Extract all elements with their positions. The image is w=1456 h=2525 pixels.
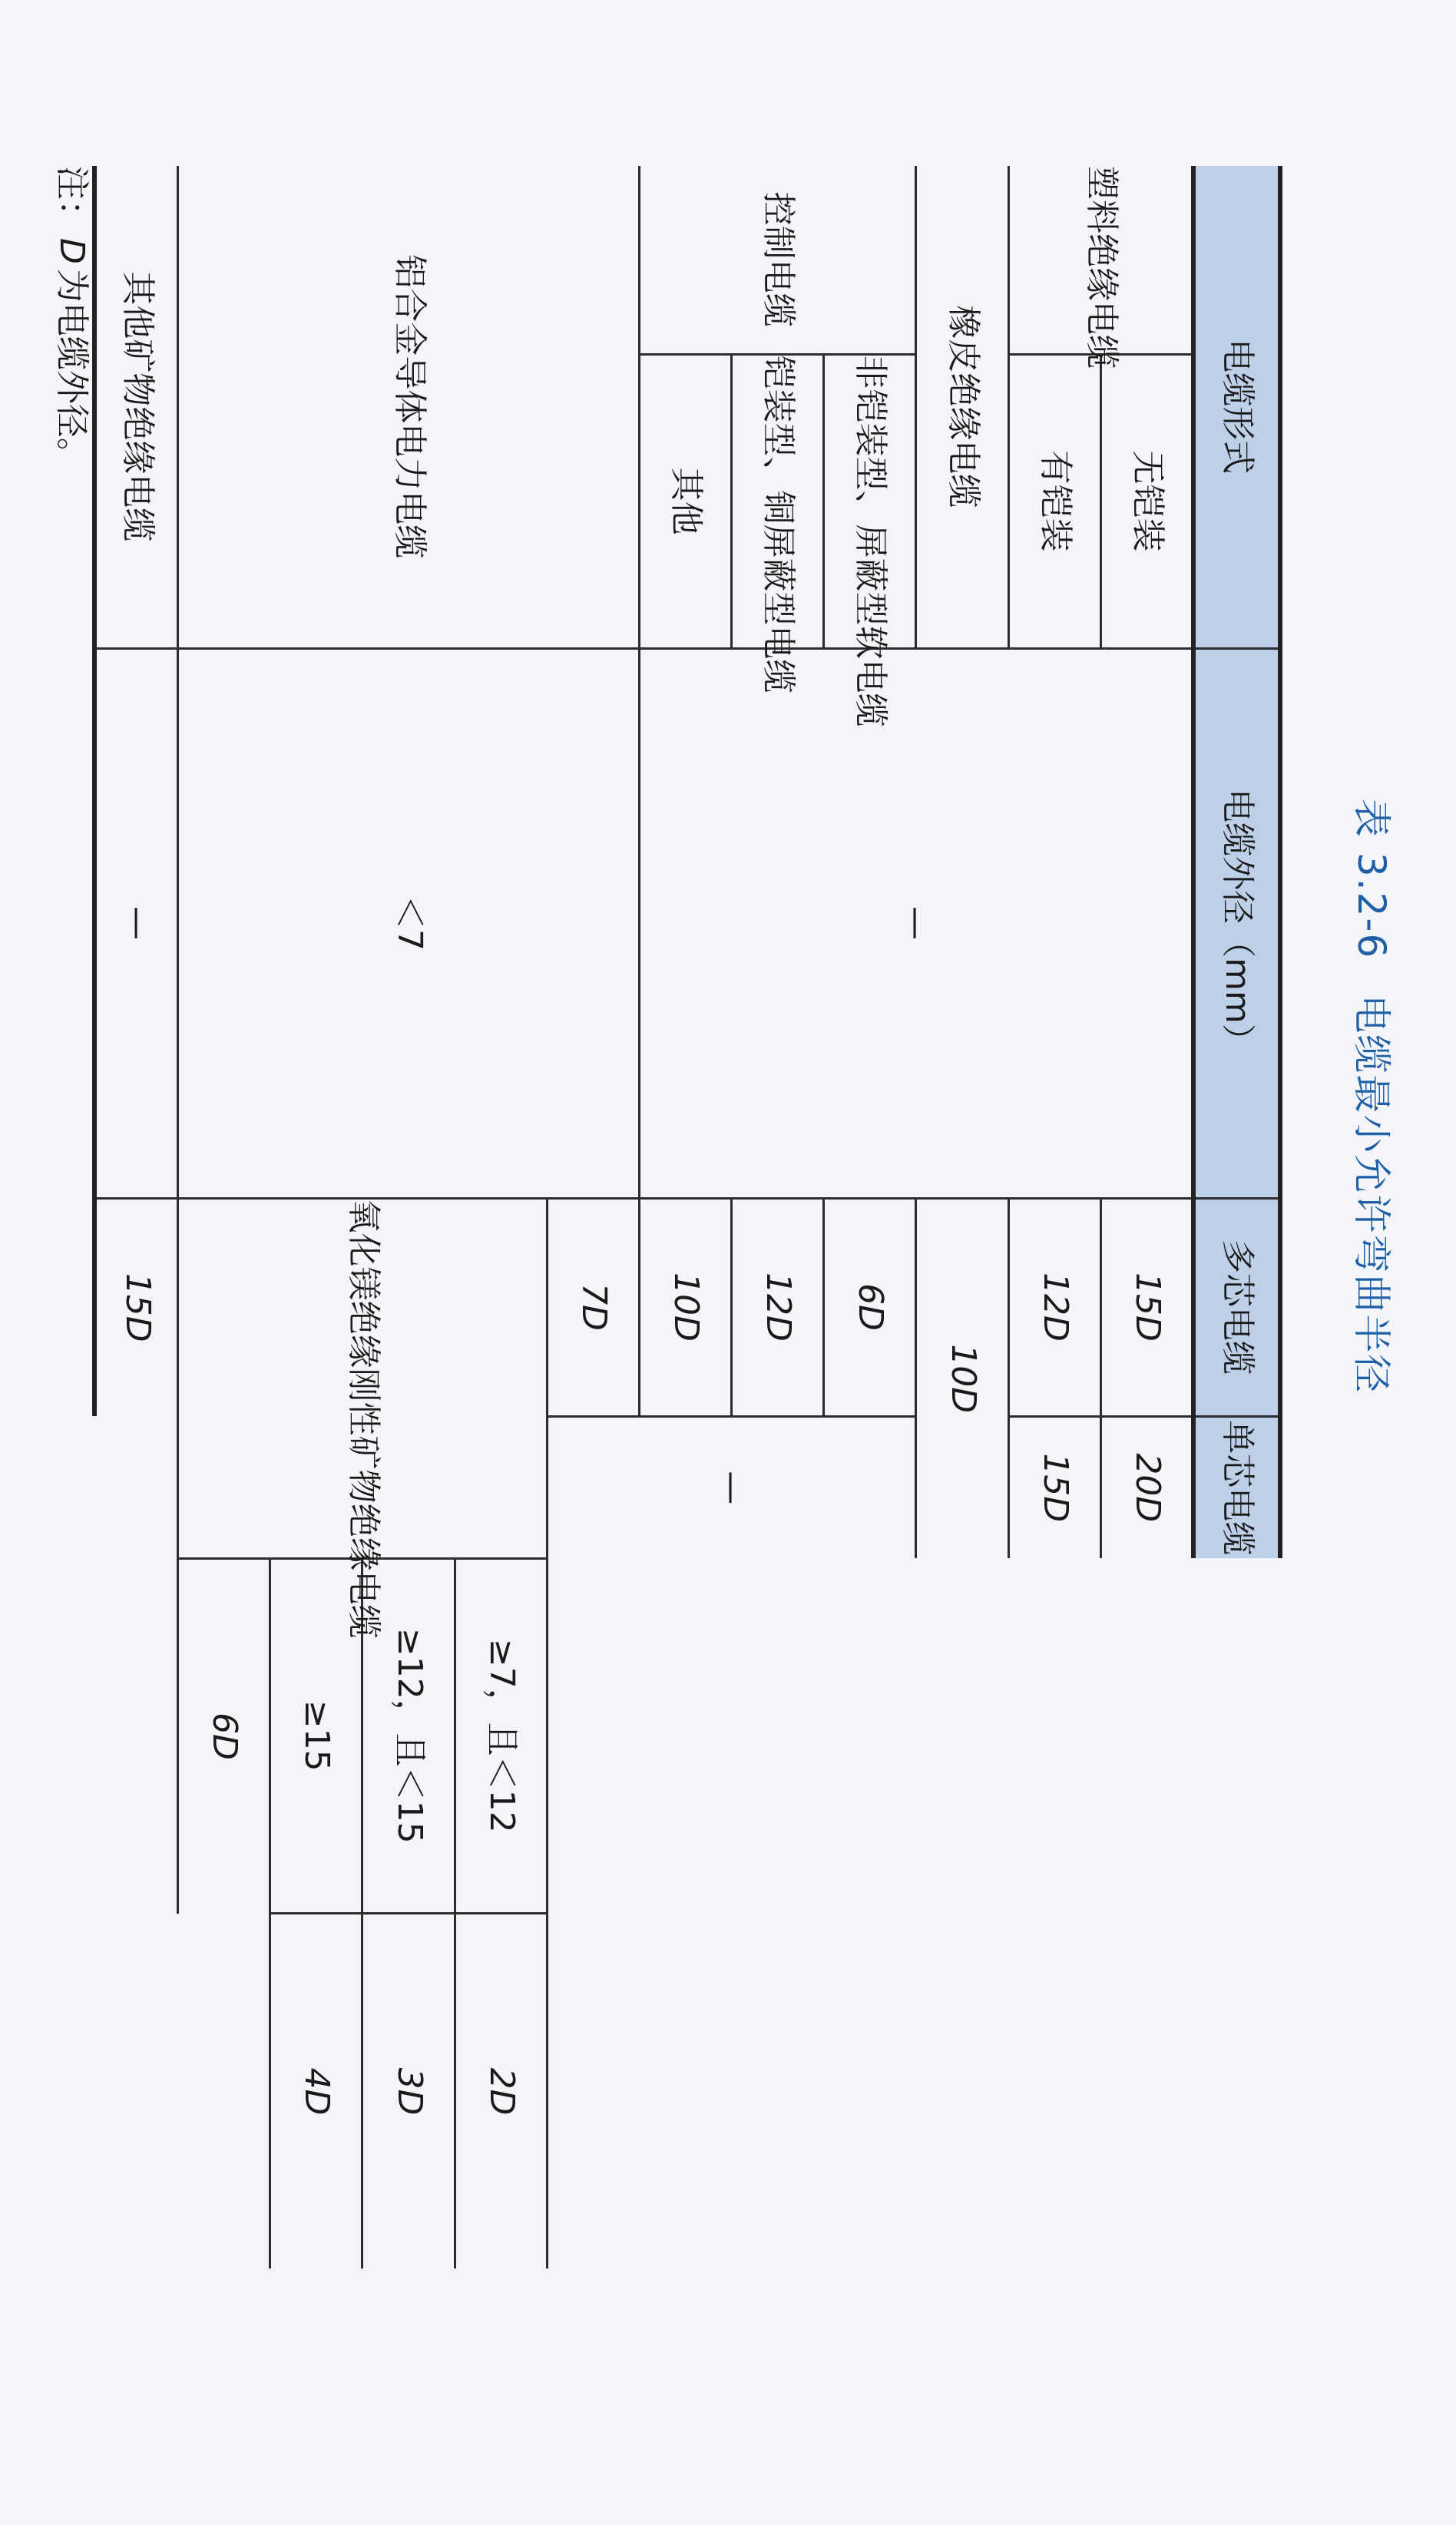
other-mineral-diameter: — [94, 648, 178, 1198]
plastic-unarmored-multi: 15D [1101, 1198, 1193, 1416]
plastic-unarmored-single: 20D [1101, 1416, 1193, 1558]
mgo-cable-label: 氧化镁绝缘刚性矿物绝缘电缆 [178, 1198, 548, 1558]
mgo-multi-2: 4D [270, 1914, 362, 2269]
table-row [916, 166, 1009, 2269]
other-mineral-multi: 15D [94, 1198, 178, 1416]
plastic-cable-label: 塑料绝缘电缆 [1009, 166, 1193, 354]
table-note [51, 166, 100, 472]
shared-single-cell: — [548, 1416, 916, 1558]
plastic-armored-multi: 12D [1009, 1198, 1101, 1416]
control-unarmored-label: 非铠装型、屏蔽型软电缆 [824, 354, 916, 648]
control-other-multi: 10D [640, 1198, 732, 1416]
table-row [94, 166, 178, 2269]
mgo-multi-0: 2D [455, 1914, 548, 2269]
control-unarmored-multi: 6D [824, 1198, 916, 1416]
rubber-cable-multi: 10D [916, 1198, 1009, 1558]
table-row [732, 166, 824, 2269]
mgo-diameter-3: ≥15 [270, 1558, 362, 1914]
note-symbol: D [52, 238, 91, 264]
control-cable-label: 控制电缆 [640, 166, 916, 354]
note-prefix: 注： [52, 166, 91, 233]
table-title [1347, 799, 1402, 1394]
plastic-armored-label: 有铠装 [1009, 354, 1101, 648]
plastic-armored-single: 15D [1009, 1416, 1101, 1558]
plastic-unarmored-label: 无铠装 [1101, 354, 1193, 648]
header-cable-type: 电缆形式 [1193, 166, 1280, 648]
header-single-core: 单芯电缆 [1193, 1416, 1280, 1558]
header-diameter: 电缆外径（mm） [1193, 648, 1280, 1198]
control-armored-label: 铠装型、铜屏蔽型电缆 [732, 354, 824, 648]
shared-diameter-cell: — [640, 648, 1193, 1198]
table-row [1009, 166, 1101, 2269]
table-row [1101, 166, 1193, 2269]
mgo-diameter-2: ≥12，且＜15 [362, 1558, 455, 1914]
bending-radius-table [92, 166, 1282, 2269]
header-row [1193, 166, 1280, 2269]
control-armored-multi: 12D [732, 1198, 824, 1416]
control-other-label: 其他 [640, 354, 732, 648]
aluminum-cable-label: 铝合金导体电力电缆 [178, 166, 640, 648]
aluminum-cable-multi: 7D [548, 1198, 640, 1416]
table-row [548, 166, 640, 2269]
table-title-text: 电缆最小允许弯曲半径 [1349, 994, 1394, 1395]
note-text: 为电缆外径。 [52, 268, 91, 472]
table-row [824, 166, 916, 2269]
table-number: 表 3.2-6 [1349, 799, 1394, 960]
mgo-diameter-1: ≥7，且＜12 [455, 1558, 548, 1914]
table-row [640, 166, 732, 2269]
mgo-diameter-0: ＜7 [178, 648, 640, 1198]
rubber-cable-label: 橡皮绝缘电缆 [916, 166, 1009, 648]
mgo-multi-1: 3D [362, 1914, 455, 2269]
mgo-multi-3: 6D [178, 1558, 270, 1914]
other-mineral-cable-label: 其他矿物绝缘电缆 [94, 166, 178, 648]
header-multi-core: 多芯电缆 [1193, 1198, 1280, 1416]
